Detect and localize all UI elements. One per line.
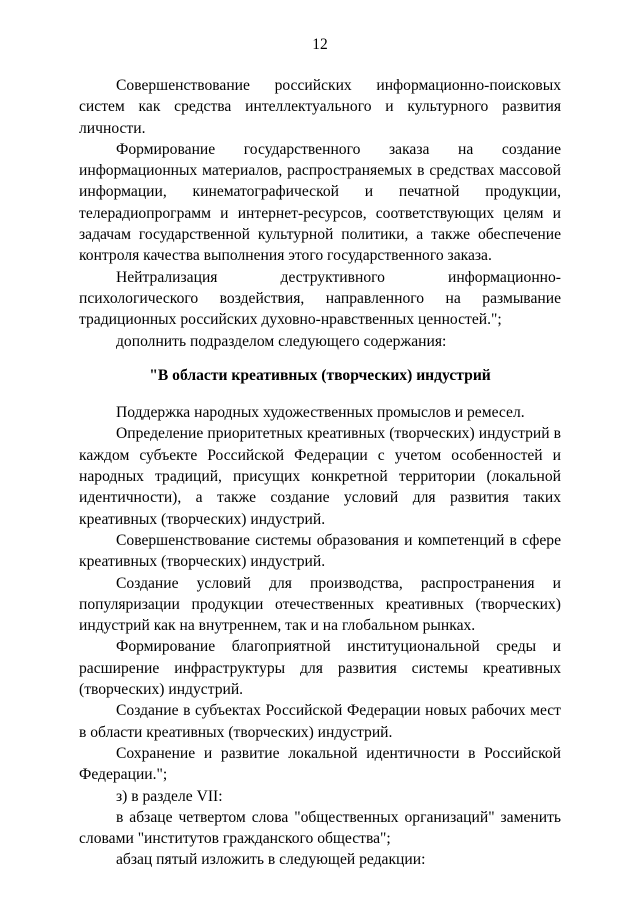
paragraph: в абзаце четвертом слова "общественных организаций" заменить словами "институтов гражданского общества"; <box>79 808 561 848</box>
paragraph: Создание условий для производства, распространения и популяризации продукции отечественных креативных (творческих) индустрий как на внутреннем, так и на глобальном рынках. <box>79 574 561 635</box>
paragraph: Формирование благоприятной институциональной среды и расширение инфраструктуры для развития системы креативных (творческих) индустрий. <box>79 638 561 699</box>
section-heading: "В области креативных (творческих) индустрий <box>149 366 491 384</box>
paragraph: Нейтрализация деструктивного информационно-психологического воздействия, направленного на размывание традиционных российских духовно-нравственных ценностей."; <box>79 268 561 329</box>
paragraph: дополнить подразделом следующего содержания: <box>116 332 447 350</box>
document-body <box>79 75 561 871</box>
paragraph: Совершенствование российских информационно-поисковых систем как средства интеллектуального и культурного развития личности. <box>79 77 561 137</box>
spacer <box>79 352 561 365</box>
paragraph: Совершенствование системы образования и компетенций в сфере креативных (творческих) индустрий. <box>79 531 561 571</box>
paragraph: Формирование государственного заказа на создание информационных материалов, распространяемых в средствах массовой информации, кинематографической и печатной продукции, телерадиопрограмм и интернет-ресурсов, соответствующих целям и задачам государственной культурной политики, а также обеспечение контроля качества выполнения этого государственного заказа. <box>79 140 561 265</box>
paragraph: абзац пятый изложить в следующей редакции: <box>116 851 426 869</box>
spacer <box>79 386 561 402</box>
paragraph: Определение приоритетных креативных (творческих) индустрий в каждом субъекте Российской Федерации с учетом особенностей и народных традиций, присущих конкретной территории (локальной идентичности), а также создание условий для развития таких креативных (творческих) индустрий. <box>79 425 561 528</box>
page-number: 12 <box>312 36 328 53</box>
paragraph: Поддержка народных художественных промыслов и ремесел. <box>116 404 525 422</box>
paragraph: з) в разделе VII: <box>116 787 223 805</box>
paragraph: Создание в субъектах Российской Федерации новых рабочих мест в области креативных (творческих) индустрий. <box>79 702 561 741</box>
paragraph: Сохранение и развитие локальной идентичности в Российской Федерации."; <box>79 744 561 784</box>
